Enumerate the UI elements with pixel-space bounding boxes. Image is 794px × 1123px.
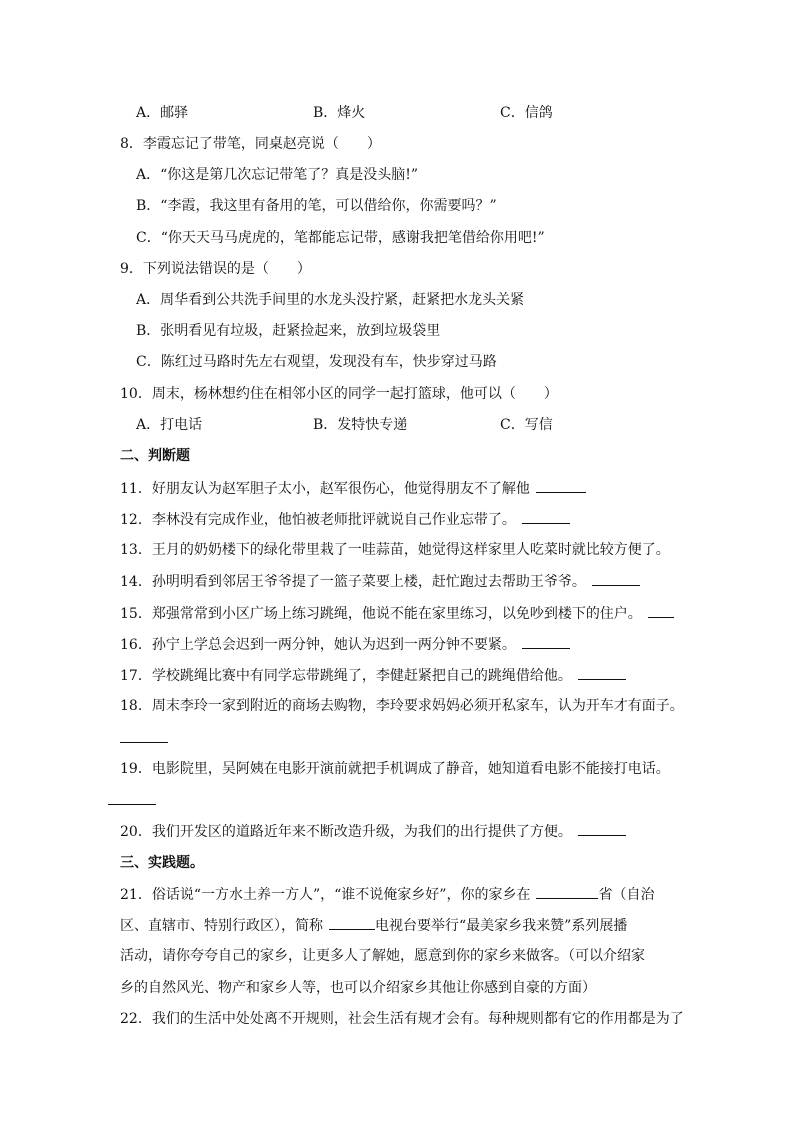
judgement-item xyxy=(120,696,684,716)
q9-option-c: C．陈红过马路时先左右观望，发现没有车，快步穿过马路 xyxy=(136,354,497,370)
q9-option-b: B．张明看见有垃圾，赶紧捡起来，放到垃圾袋里 xyxy=(136,323,441,339)
q15-text: 15．郑强常常到小区广场上练习跳绳，他说不能在家里练习，以免吵到楼下的住户。 xyxy=(120,606,642,622)
judgement-item xyxy=(120,634,570,655)
q21-line-4: 乡的自然风光、物产和家乡人等，也可以介绍家乡其他让你感到自豪的方面） xyxy=(120,980,596,996)
q21-text: 区、直辖市、特别行政区），简称 xyxy=(120,918,323,934)
answer-blank[interactable] xyxy=(536,884,598,899)
q9-option-a: A．周华看到公共洗手间里的水龙头没拧紧，赶紧把水龙头关紧 xyxy=(136,292,525,308)
q16-text: 16．孙宁上学总会迟到一两分钟，她认为迟到一两分钟不要紧。 xyxy=(120,637,516,653)
judgement-item xyxy=(120,821,626,842)
judgement-item xyxy=(120,540,670,560)
q10-stem: 10．周末，杨林想约住在相邻小区的同学一起打篮球，他可以（ ） xyxy=(120,386,558,402)
q11-text: 11．好朋友认为赵军胆子太小，赵军很伤心，他觉得朋友不了解他 xyxy=(120,481,530,497)
q10-option-c: C．写信 xyxy=(500,417,553,433)
answer-blank[interactable] xyxy=(108,790,156,805)
q22-stem: 22．我们的生活中处处离不开规则，社会生活有规才会有。每种规则都有它的作用都是为了 xyxy=(120,1011,684,1027)
q14-text: 14．孙明明看到邻居王爷爷提了一篮子菜要上楼，赶忙跑过去帮助王爷爷。 xyxy=(120,574,586,590)
section-2-heading: 二、判断题 xyxy=(120,448,190,464)
q21-line-1 xyxy=(120,884,654,905)
judgement-item xyxy=(120,728,168,749)
judgement-item xyxy=(120,478,586,499)
q8-option-c: C．“你天天马马虎虎的，笔都能忘记带，感谢我把笔借给你用吧!” xyxy=(136,230,545,246)
answer-blank[interactable] xyxy=(578,821,626,836)
answer-blank[interactable] xyxy=(648,603,674,618)
judgement-item xyxy=(120,571,640,592)
q9-stem: 9．下列说法错误的是（ ） xyxy=(120,261,311,277)
q17-text: 17．学校跳绳比赛中有同学忘带跳绳了，李健赶紧把自己的跳绳借给他。 xyxy=(120,668,572,684)
q8-option-a: A．“你这是第几次忘记带笔了？真是没头脑!” xyxy=(136,167,419,183)
answer-blank[interactable] xyxy=(592,571,640,586)
q10-option-a: A．打电话 xyxy=(136,417,203,433)
q19-text: 19．电影院里，吴阿姨在电影开演前就把手机调成了静音，她知道看电影不能接打电话。 xyxy=(120,761,670,777)
q7-option-c: C．信鸽 xyxy=(500,105,553,121)
answer-blank[interactable] xyxy=(120,728,168,743)
q13-text: 13．王月的奶奶楼下的绿化带里栽了一哇蒜苗，她觉得这样家里人吃菜时就比较方便了。 xyxy=(120,542,670,558)
q21-text: 省（自治 xyxy=(598,887,655,903)
answer-blank[interactable] xyxy=(522,509,570,524)
answer-blank[interactable] xyxy=(329,915,375,930)
judgement-item xyxy=(120,509,570,530)
q12-text: 12．李林没有完成作业，他怕被老师批评就说自己作业忘带了。 xyxy=(120,512,516,528)
answer-blank[interactable] xyxy=(578,665,626,680)
judgement-item xyxy=(120,603,674,624)
section-3-heading: 三、实践题。 xyxy=(120,855,204,871)
q10-option-b: B．发特快专递 xyxy=(313,417,408,433)
q21-line-2 xyxy=(120,915,627,936)
q7-option-b: B．烽火 xyxy=(313,105,366,121)
q7-option-a: A．邮驿 xyxy=(136,105,189,121)
q21-text: 电视台要举行“最美家乡我来赞”系列展播 xyxy=(375,918,628,934)
q18-text: 18．周末李玲一家到附近的商场去购物，李玲要求妈妈必须开私家车，认为开车才有面子。 xyxy=(120,698,684,714)
answer-blank[interactable] xyxy=(536,478,586,493)
q21-line-3: 活动，请你夸夸自己的家乡，让更多人了解她，愿意到你的家乡来做客。（可以介绍家 xyxy=(120,948,645,964)
judgement-item xyxy=(108,790,156,811)
q8-option-b: B．“李霞，我这里有备用的笔，可以借给你，你需要吗？” xyxy=(136,198,497,214)
judgement-item xyxy=(120,759,670,779)
judgement-item xyxy=(120,665,626,686)
q20-text: 20．我们开发区的道路近年来不断改造升级，为我们的出行提供了方便。 xyxy=(120,824,572,840)
q21-text: 21．俗话说“一方水土养一方人”，“谁不说俺家乡好”，你的家乡在 xyxy=(120,887,531,903)
answer-blank[interactable] xyxy=(522,634,570,649)
q8-stem: 8．李霞忘记了带笔，同桌赵亮说（ ） xyxy=(120,136,381,152)
